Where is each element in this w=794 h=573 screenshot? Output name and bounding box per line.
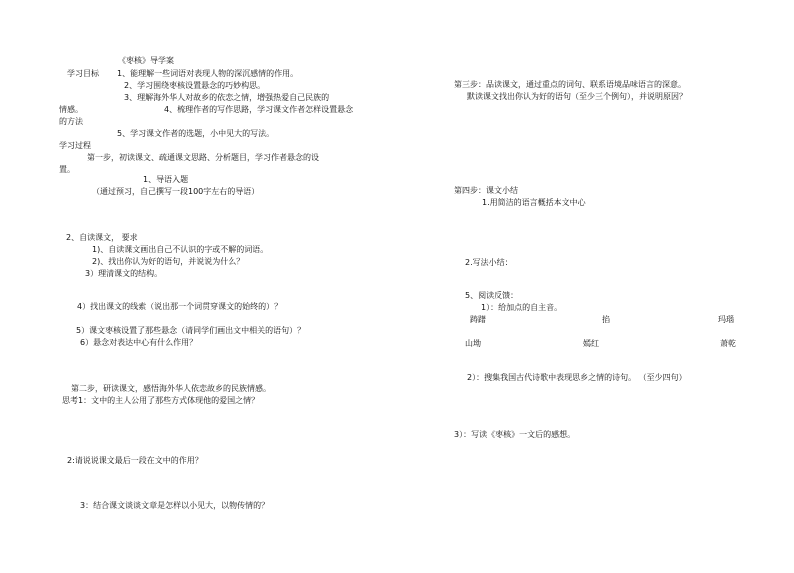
reading-q3: 3）：写读《枣核》一文后的感想。 (454, 430, 576, 439)
step3-heading: 第三步：品读课文，通过重点的词句、联系语境品味语言的深意。 (454, 80, 686, 89)
process-label: 学习过程 (59, 141, 91, 150)
word-xiaoqian: 萧乾 (720, 339, 736, 348)
objective-2: 2、学习围绕枣核设置悬念的巧妙构思。 (124, 81, 266, 90)
reading-q1: 1）：给加点的自主音。 (481, 303, 563, 312)
step1-q6: 6）悬念对表达中心有什么作用？ (80, 338, 198, 347)
think-3: 3：结合课文谈谈文章是怎样以小见大，以物传情的？ (80, 501, 270, 510)
objective-3: 3、理解海外华人对故乡的依恋之情，增强热爱自己民族的 (124, 93, 330, 102)
think-2: 2:请说说课文最后一段在文中的作用？ (67, 456, 203, 465)
reading-feedback: 5、阅读反馈： (465, 291, 519, 300)
summary-1: 1.用简洁的语言概括本文中心 (482, 198, 586, 207)
step1-item2: 2、自读课文， 要求 (66, 233, 138, 242)
step1-req3: 3）理清课文的结构。 (85, 269, 163, 278)
objectives-label: 学习目标 (67, 69, 99, 78)
step1-heading-cont: 置。 (59, 165, 75, 174)
word-shanao: 山坳 (465, 339, 481, 348)
objective-5: 5、学习课文作者的选题，小中见大的写法。 (117, 129, 275, 138)
objective-4-cont: 的方法 (59, 117, 83, 126)
word-qia: 掐 (602, 315, 610, 324)
step1-q4: 4）找出课文的线索（说出那一个词贯穿课文的始终的）？ (77, 302, 283, 311)
step1-heading: 第一步，初读课文、疏通课文思路、分析题目，学习作者悬念的设 (87, 153, 319, 162)
objective-3-cont: 情感。 (59, 105, 83, 114)
reading-q2: 2）：搜集我国古代诗歌中表现思乡之情的诗句。 （至少四句） (467, 373, 687, 382)
step1-req1: 1)、自读课文画出自己不认识的字或不解的词语。 (92, 245, 269, 254)
summary-2: 2.写法小结： (465, 258, 513, 267)
step3-task: 默读课文找出你认为好的语句（至少三个例句），并说明原因？ (467, 92, 687, 101)
step4-heading: 第四步：课文小结 (454, 186, 518, 195)
step1-q5: 5）课文枣核设置了那些悬念（请同学们画出文中相关的语句）？ (76, 326, 306, 335)
step1-item1: 1、导语入题 (143, 175, 189, 184)
step1-item1-note: （通过预习，自己撰写一段100字左右的导语） (92, 187, 260, 196)
page-title: 《枣核》导学案 (118, 56, 174, 65)
objective-4: 4、梳理作者的写作思路，学习课文作者怎样设置悬念 (164, 105, 354, 114)
step1-req2: 2)、找出你认为好的语句，并说说为什么？ (92, 257, 245, 266)
word-yanhong: 嫣红 (583, 339, 599, 348)
objective-1: 1、能理解一些词语对表现人物的深沉感情的作用。 (117, 69, 299, 78)
think-1: 思考1：文中的主人公用了那些方式体现他的爱国之情？ (62, 396, 260, 405)
word-chouchu: 踌躇 (470, 315, 486, 324)
step2-heading: 第二步，研读课文，感悟海外华人依恋故乡的民族情感。 (71, 384, 271, 393)
word-manao: 玛瑙 (718, 315, 734, 324)
